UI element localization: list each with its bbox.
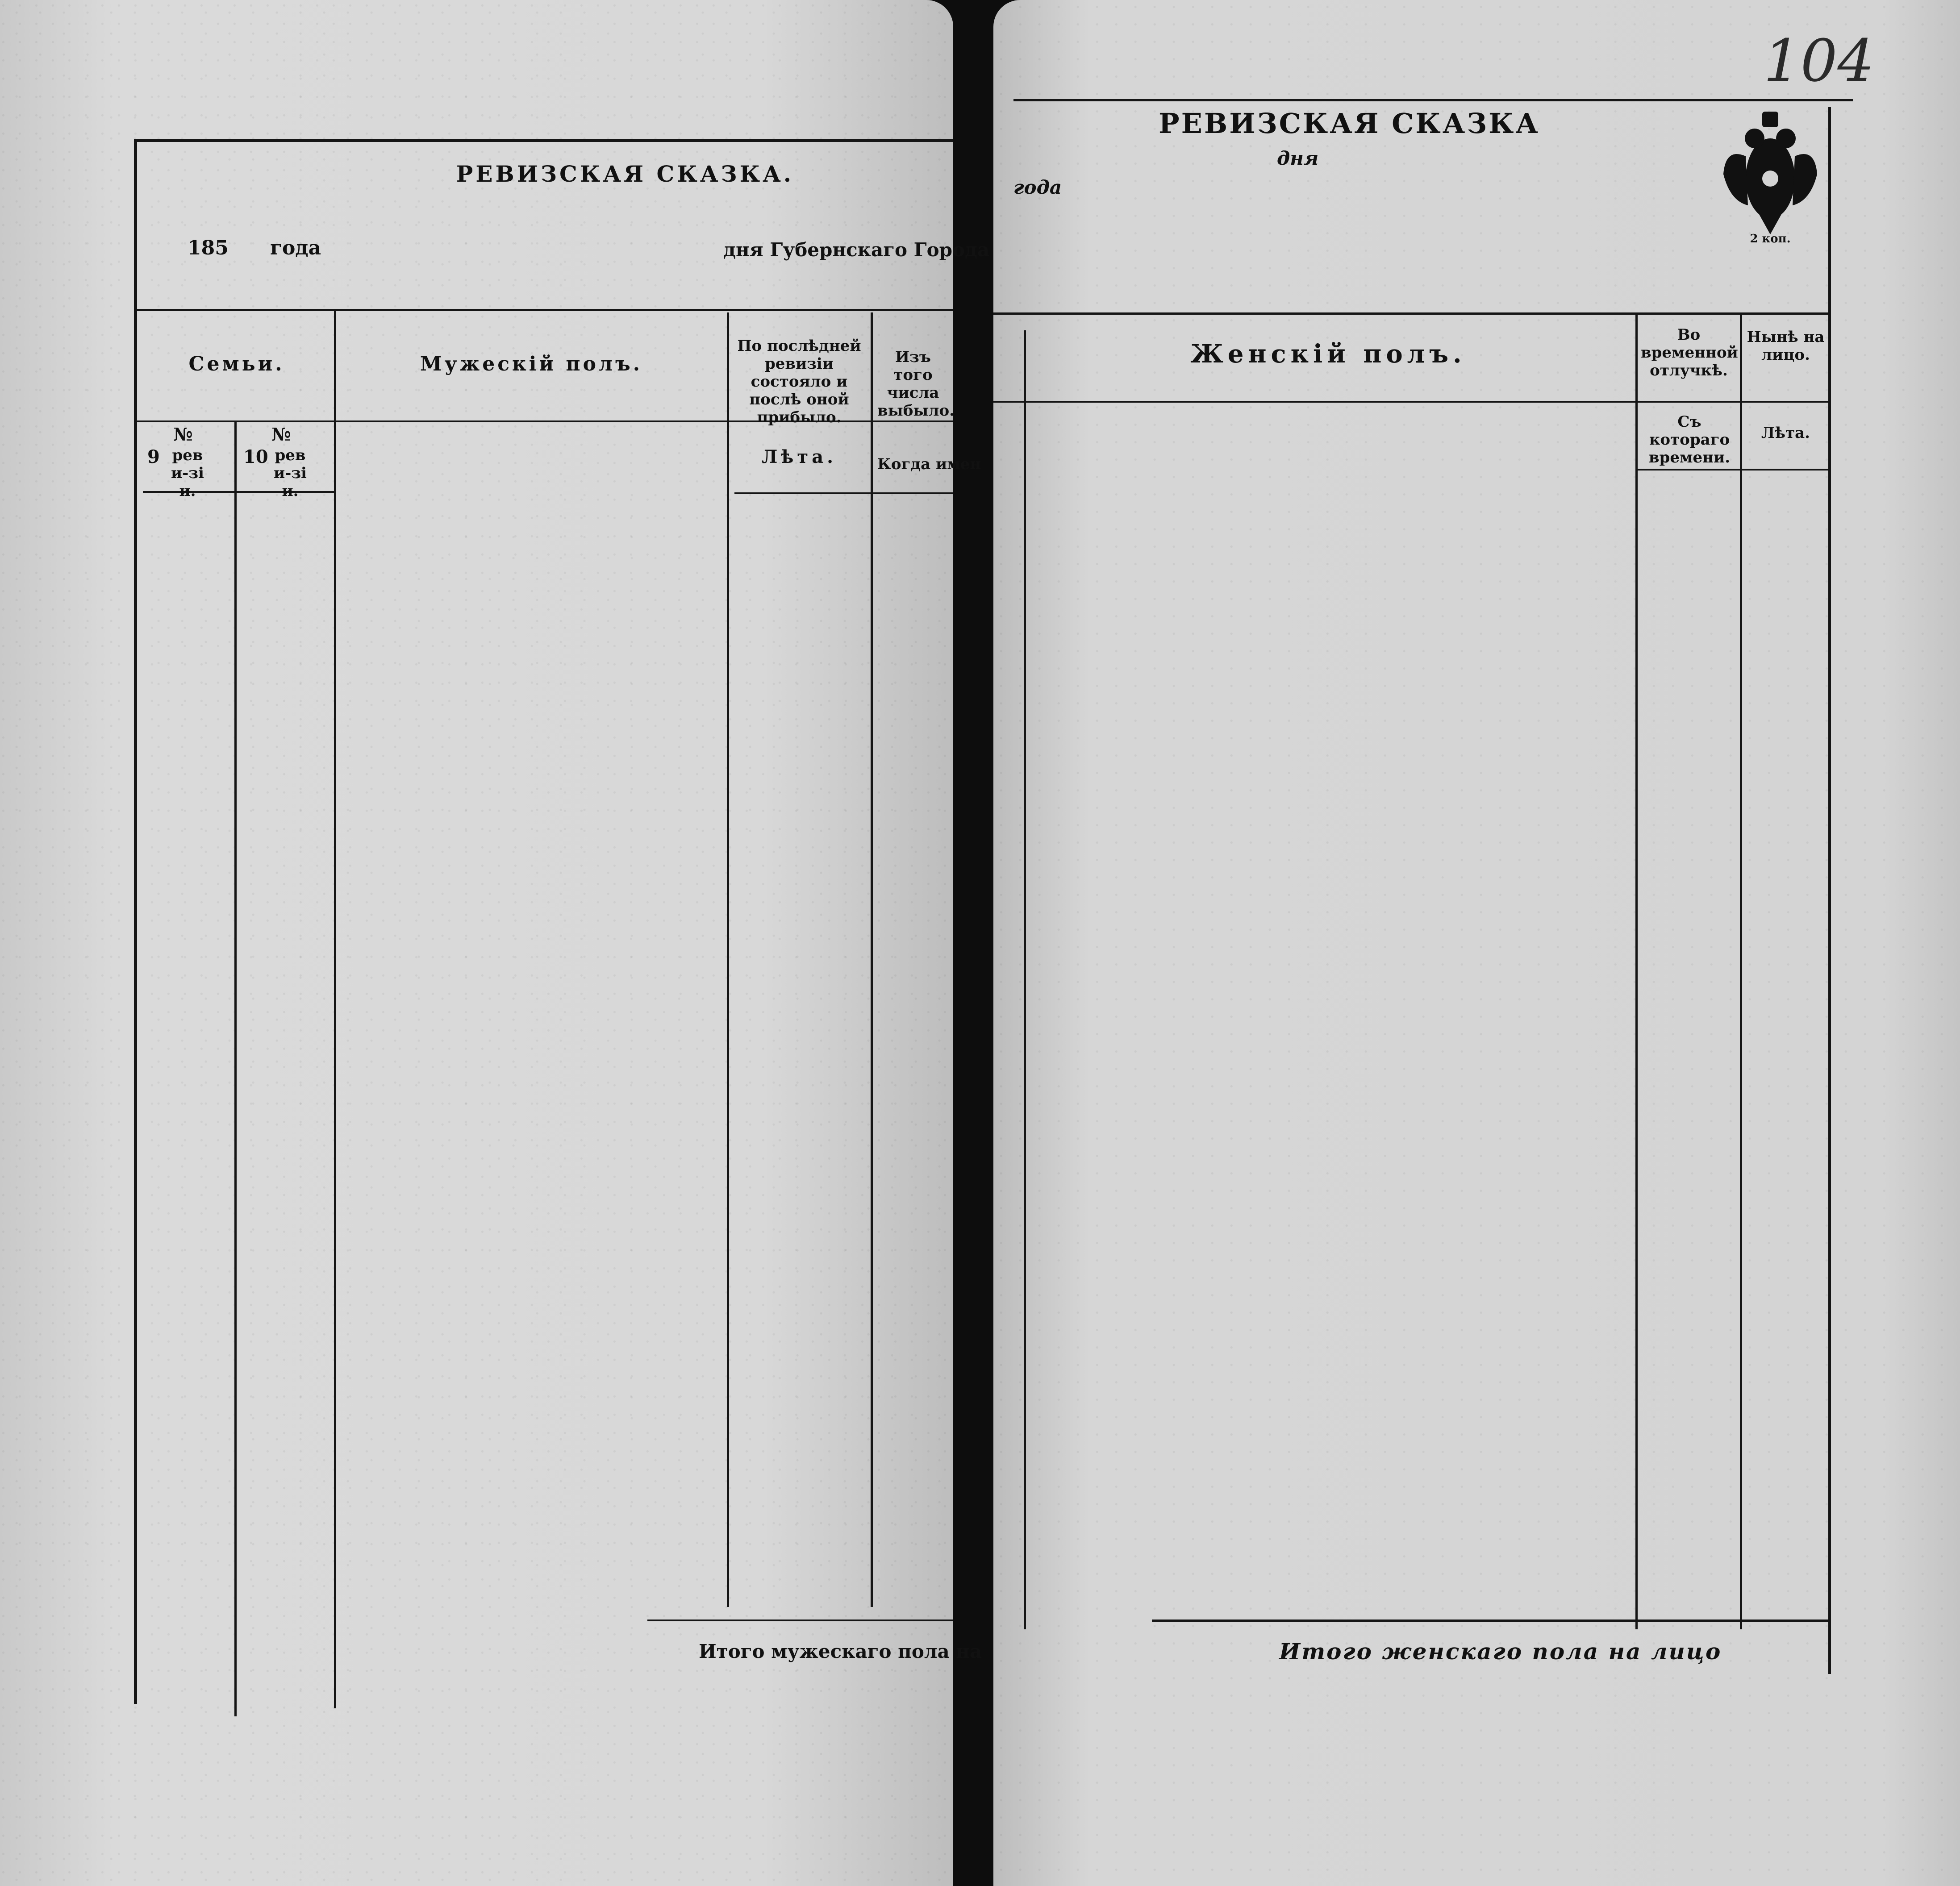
frame-right (1828, 107, 1831, 1674)
right-page-title: РЕВИЗСКАЯ СКАЗКА (1159, 107, 1540, 140)
right-header-top-line (993, 312, 1828, 315)
rev10-number: 10 (243, 446, 268, 467)
col-header-present: Нынѣ на лицо. (1747, 328, 1825, 364)
col-line-4 (871, 312, 873, 1607)
double-headed-eagle-icon (1717, 103, 1824, 237)
right-footer-line (1152, 1620, 1828, 1622)
imperial-eagle-stamp (1717, 103, 1824, 246)
stamp-caption: 2 коп. (1750, 232, 1791, 246)
rev10-no-sign: № (271, 424, 291, 445)
right-sub-header-years: Лѣта. (1761, 424, 1810, 442)
page-title: РЕВИЗСКАЯ СКАЗКА. (456, 161, 794, 187)
right-col-line-0 (1024, 330, 1026, 1629)
header-bottom-line-2 (734, 492, 953, 494)
sub-header-since-when: Съ котораго времени. (1648, 413, 1731, 466)
year-number: 185 (188, 237, 229, 259)
day-city-text: дня Губернскаго Города (723, 239, 990, 261)
col-line-2 (334, 311, 336, 1708)
col-header-families: Семьи. (188, 353, 285, 375)
col-line-3 (727, 312, 729, 1607)
frame-top-left (134, 139, 953, 142)
right-col-line-2 (1740, 312, 1742, 1629)
right-subheader-line (1636, 469, 1828, 470)
col-line-1 (234, 422, 237, 1716)
right-page (993, 0, 1960, 1886)
sub-header-years: Лѣта. (761, 446, 837, 467)
col-header-absence: Во временной отлучкѣ. (1641, 326, 1738, 379)
folio-mark: 104 (1764, 27, 1875, 95)
sub-header-when: Когда имен (877, 455, 981, 473)
footer-female-total: Итого женскаго пола на лицо (1279, 1638, 1722, 1665)
col-header-departed: Изъ того числа выбыло. (877, 348, 955, 420)
rev9-number: 9 (147, 446, 160, 467)
right-year-word: года (1013, 176, 1062, 198)
col-header-male: Мужескій полъ. (420, 353, 643, 375)
footer-line (647, 1620, 953, 1621)
right-header-mid-line (993, 401, 1828, 403)
year-word: года (270, 237, 321, 259)
frame-top-right (1013, 99, 1853, 101)
rev10-word: реви-зіи. (274, 446, 307, 500)
right-day-word: дня (1277, 147, 1319, 169)
col-header-last-revision: По послѣдней ревизіи состояло и послѣ оной прибыло. (737, 337, 861, 426)
rev9-word: реви-зіи. (171, 446, 204, 500)
right-col-line-1 (1635, 312, 1638, 1629)
footer-male-total: Итого мужескаго пола на (699, 1640, 982, 1662)
rev9-no-sign: № (173, 424, 193, 445)
header-top-line (134, 309, 953, 311)
col-header-female: Женскій полъ. (1190, 339, 1466, 369)
frame-left (134, 139, 137, 1704)
